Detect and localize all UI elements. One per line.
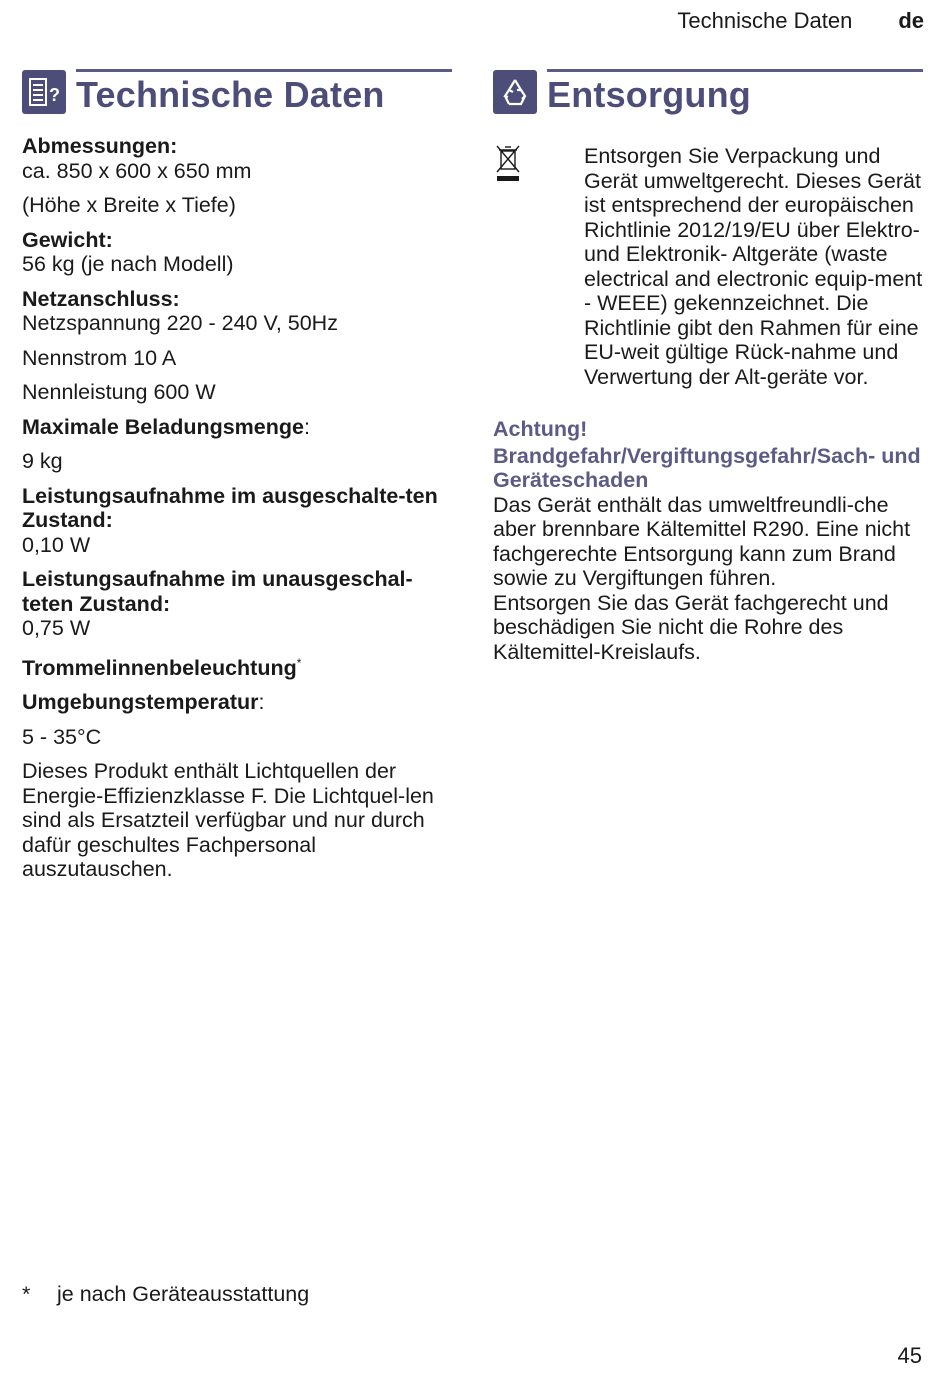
spec-suffix: : [303, 414, 310, 439]
spec-text: 9 kg [22, 449, 63, 473]
section-header [22, 68, 452, 128]
disposal-section [493, 68, 923, 664]
spec-text: (Höhe x Breite x Tiefe) [22, 193, 236, 217]
weee-notice [493, 144, 923, 389]
spec-label: Leistungsaufnahme im unausgeschal-teten Zustand: [22, 567, 413, 616]
spec-label: Umgebungstemperatur [22, 690, 259, 715]
light-source-note: Dieses Produkt enthält Lichtquellen der Energie-Effizienzklasse F. Die Lichtquel-len sind als Ersatzteil verfügbar und nur durch dafür geschultes Fachpersonal auszutauschen. [22, 759, 434, 882]
svg-text:?: ? [49, 85, 60, 105]
running-header [677, 8, 924, 34]
spec-label: Netzanschluss: [22, 286, 180, 311]
warning-paragraph: Entsorgen Sie das Gerät fachgerecht und beschädigen Sie nicht die Rohre des Kältemittel-Kreislaufs. [493, 590, 889, 664]
spec-value: 0,75 W [22, 616, 91, 640]
spec-label: Abmessungen: [22, 134, 178, 158]
footnote-text: je nach Geräteausstattung [57, 1282, 310, 1306]
spec-value: Netzspannung 220 - 240 V, 50Hz [22, 311, 338, 335]
warning-block [493, 417, 923, 664]
spec-sheet-icon [22, 70, 66, 114]
section-title: Entsorgung [547, 74, 751, 115]
spec-text: Nennleistung 600 W [22, 380, 216, 404]
spec-suffix: : [258, 690, 265, 715]
section-header [493, 68, 923, 128]
warning-subtitle: Brandgefahr/Vergiftungsgefahr/Sach- und Geräteschaden [493, 443, 921, 492]
spec-value: 0,10 W [22, 532, 91, 557]
footnote [22, 1282, 309, 1307]
warning-title: Achtung! [493, 417, 588, 441]
section-rule [547, 69, 923, 72]
spec-text: Nennstrom 10 A [22, 345, 177, 370]
spec-value: 56 kg (je nach Modell) [22, 252, 234, 276]
warning-paragraph: Das Gerät enthält das umweltfreundli-che aber brennbare Kältemittel R290. Eine nicht fachgerechte Entsorgung kann zum Brand sowie zu Vergiftungen führen. [493, 492, 911, 590]
spec-label: Maximale Beladungsmenge [22, 414, 304, 439]
footnote-marker: * [296, 655, 302, 670]
technical-data-section [22, 68, 452, 882]
recycle-icon [493, 70, 537, 114]
spec-value: ca. 850 x 600 x 650 mm [22, 158, 252, 183]
footnote-mark: * [22, 1282, 31, 1306]
spec-label: Leistungsaufnahme im ausgeschalte-ten Zustand: [22, 483, 438, 532]
page-number: 45 [897, 1343, 922, 1368]
header-section: Technische Daten [677, 8, 853, 33]
spec-label: Gewicht: [22, 227, 113, 252]
crossed-bin-icon [493, 144, 523, 184]
spec-list [22, 134, 452, 882]
section-rule [76, 69, 452, 72]
header-language: de [898, 8, 924, 33]
spec-label: Trommelinnenbeleuchtung [22, 655, 297, 680]
section-title: Technische Daten [76, 74, 385, 115]
notice-text: Entsorgen Sie Verpackung und Gerät umweltgerecht. Dieses Gerät ist entsprechend der europäischen Richtlinie 2012/19/EU über Elektro- und Elektronik- Altgeräte (waste electrical and electronic equip-ment - WEEE) gekennzeichnet. Die Richtlinie gibt den Rahmen für eine EU-weit gültige Rück-nahme und Verwertung der Alt-geräte vor. [584, 144, 923, 389]
spec-text: 5 - 35°C [22, 724, 102, 749]
